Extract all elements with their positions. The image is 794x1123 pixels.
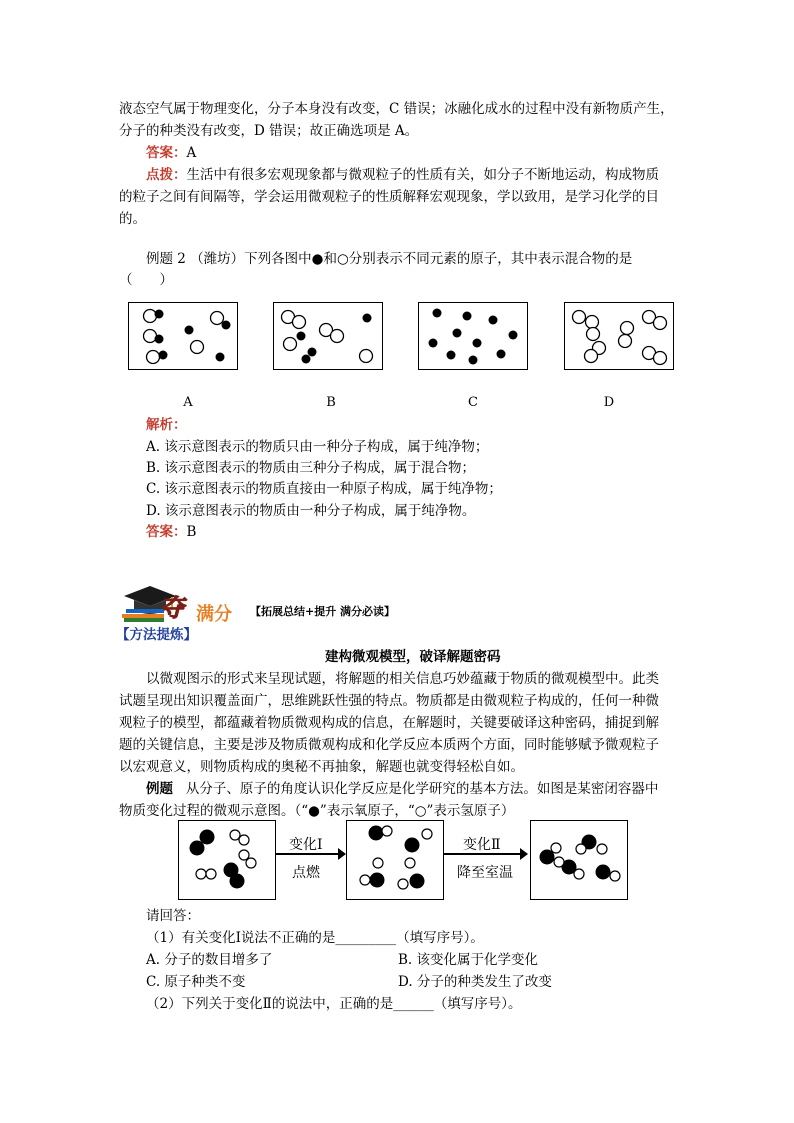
example-label: 例题 xyxy=(146,781,173,797)
answer-value: B xyxy=(186,524,197,540)
reaction-box-before xyxy=(178,820,276,900)
answer-label: 答案： xyxy=(146,145,187,161)
reaction-box-after xyxy=(530,820,628,900)
diagram-a-svg xyxy=(129,303,237,369)
example2-question: 例题 2 （潍坊）下列各图中●和○分别表示不同元素的原子，其中表示混合物的是 xyxy=(146,251,633,267)
question-2: （2）下列关于变化Ⅱ的说法中，正确的是______（填写序号）。 xyxy=(146,996,522,1012)
option-d: D. 分子的种类发生了改变 xyxy=(398,974,552,990)
diagram-d-svg xyxy=(565,303,673,369)
option-c: C. 原子种类不变 xyxy=(146,974,246,990)
method-label: 【方法提炼】 xyxy=(116,627,197,643)
example-text: 从分子、原子的角度认识化学反应是化学研究的基本方法。如图是某密闭容器中 xyxy=(185,781,659,797)
header-tagline: 【拓展总结+提升 满分必读】 xyxy=(250,605,396,618)
change1-label: 变化Ⅰ xyxy=(289,837,323,853)
method-para: 题的关键信息，主要是涉及物质微观构成和化学反应本质两个方面，同时能够赋予微观粒子 xyxy=(119,737,659,753)
change2-label: 变化Ⅱ xyxy=(463,837,501,853)
text-line: 的。 xyxy=(119,211,146,227)
text-line: 分子的种类没有改变，D 错误；故正确选项是 A。 xyxy=(119,123,419,139)
text-line: 的粒子之间有间隔等，学会运用微观粒子的性质解释宏观现象，学以致用，是学习化学的目 xyxy=(119,189,659,205)
analysis-item: B. 该示意图表示的物质由三种分子构成，属于混合物； xyxy=(146,460,476,476)
option-b: B. 该变化属于化学变化 xyxy=(398,952,539,968)
analysis-item: A. 该示意图表示的物质只由一种分子构成，属于纯净物； xyxy=(146,439,489,455)
answer-line xyxy=(146,523,196,541)
diagram-box-c xyxy=(418,302,528,370)
question-1: （1）有关变化Ⅰ说法不正确的是_________（填写序号）。 xyxy=(146,930,484,946)
header-title-char: 夺 xyxy=(160,594,184,622)
analysis-item: C. 该示意图表示的物质直接由一种原子构成，属于纯净物； xyxy=(146,481,502,497)
diagram-box-d xyxy=(564,302,674,370)
method-para: 以微观图示的形式来呈现试题，将解题的相关信息巧妙蕴藏于物质的微观模型中。此类 xyxy=(146,671,659,687)
method-para: 试题呈现出知识覆盖面广，思维跳跃性强的特点。物质都是由微观粒子构成的，任何一种微 xyxy=(119,693,659,709)
diagram-b-svg xyxy=(274,303,382,369)
change2-condition: 降至室温 xyxy=(457,865,513,881)
text-line: 液态空气属于物理变化，分子本身没有改变，C 错误；冰融化成水的过程中没有新物质产生， xyxy=(119,101,674,117)
example-line xyxy=(146,780,658,798)
tip-line xyxy=(146,166,659,184)
caption-b: B xyxy=(326,395,336,410)
example2-blank: （ ） xyxy=(119,272,173,288)
option-a: A. 分子的数目增多了 xyxy=(146,952,273,968)
method-heading: 建构微观模型，破译解题密码 xyxy=(325,649,501,665)
reaction-box-middle xyxy=(346,820,444,900)
header-title-word: 满分 xyxy=(196,604,232,625)
answer-value: A xyxy=(186,145,197,161)
example-line: 物质变化过程的微观示意图。（“●”表示氧原子，“○”表示氢原子） xyxy=(119,803,515,819)
diagram-c-svg xyxy=(419,303,527,369)
answer-label: 答案： xyxy=(146,524,187,540)
reply-label: 请回答： xyxy=(146,908,200,924)
analysis-item: D. 该示意图表示的物质由一种分子构成，属于纯净物。 xyxy=(146,503,476,519)
diagram-box-b xyxy=(273,302,383,370)
arrow-1-head xyxy=(338,848,346,860)
tip-text: 生活中有很多宏观现象都与微观粒子的性质有关，如分子不断地运动，构成物质 xyxy=(186,167,659,183)
answer-line xyxy=(146,144,196,162)
caption-d: D xyxy=(603,395,615,410)
caption-c: C xyxy=(468,395,478,410)
method-para: 以宏观意义，则物质构成的奥秘不再抽象，解题也就变得轻松自如。 xyxy=(119,759,524,775)
analysis-label: 解析： xyxy=(146,417,187,433)
arrow-2-head xyxy=(520,848,528,860)
method-para: 观粒子的模型，都蕴藏着物质微观构成的信息，在解题时，关键要破译这种密码，捕捉到解 xyxy=(119,715,659,731)
diagram-box-a xyxy=(128,302,238,370)
tip-label: 点拨： xyxy=(146,167,187,183)
caption-a: A xyxy=(183,395,193,410)
change1-condition: 点燃 xyxy=(292,865,320,881)
